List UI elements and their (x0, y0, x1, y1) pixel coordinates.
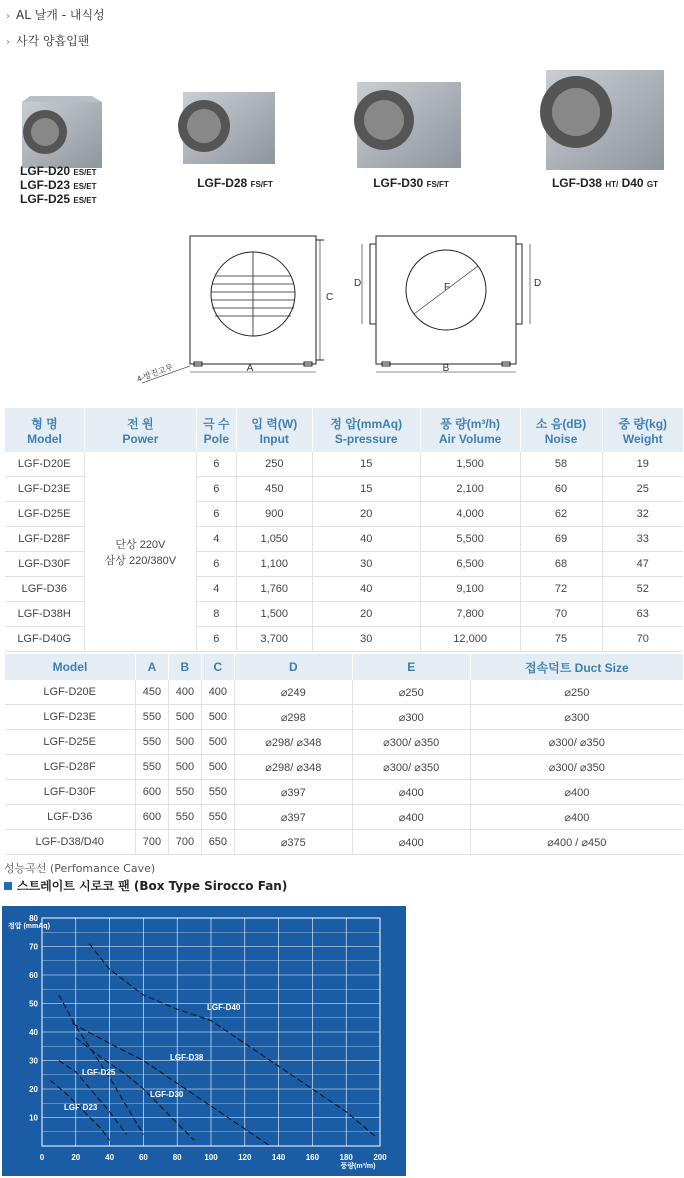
table-cell: 900 (236, 502, 312, 527)
table-cell: 40 (312, 527, 420, 552)
table-cell: 500 (201, 755, 234, 780)
table-cell: 550 (135, 705, 168, 730)
table-cell: 3,700 (236, 627, 312, 652)
table-cell: 19 (602, 452, 683, 477)
y-tick-label: 10 (29, 1113, 38, 1123)
table-cell: 62 (520, 502, 602, 527)
heading-material: › AL 날개 - 내식성 (6, 8, 105, 22)
table-cell: LGF-D20E (5, 680, 136, 705)
y-tick-label: 30 (29, 1056, 38, 1066)
dim-header-c: C (201, 654, 234, 680)
table-cell: 30 (312, 552, 420, 577)
table-cell: 400 (201, 680, 234, 705)
table-cell: ⌀250 (352, 680, 470, 705)
series-label-lgf-d23: LGF-D23 (64, 1103, 98, 1112)
performance-caption: 성능곡선 (Perfomance Cave) (4, 862, 156, 875)
product-image-d38 (540, 70, 664, 170)
svg-text:F: F (444, 282, 451, 293)
x-tick-label: 140 (271, 1153, 286, 1162)
table-cell: 5,500 (420, 527, 520, 552)
table-cell: 550 (201, 780, 234, 805)
table-cell: LGF-D28F (5, 755, 136, 780)
table-cell: 20 (312, 602, 420, 627)
y-tick-label: 80 (29, 914, 38, 923)
table-cell: ⌀250 (470, 680, 683, 705)
table-cell: ⌀375 (234, 830, 352, 855)
table-cell: 600 (135, 805, 168, 830)
dim-header-a: A (135, 654, 168, 680)
power-cell: 단상 220V 삼상 220/380V (84, 452, 196, 652)
table-cell: 6 (196, 477, 236, 502)
x-tick-label: 60 (138, 1153, 148, 1162)
table-cell: ⌀397 (234, 805, 352, 830)
table-cell: 68 (520, 552, 602, 577)
table-cell: 2,100 (420, 477, 520, 502)
table-cell: ⌀300/ ⌀350 (470, 755, 683, 780)
table-cell: 4 (196, 577, 236, 602)
table-row (5, 730, 684, 755)
performance-chart (2, 906, 406, 1176)
spec-header-model: 형 명 Model (5, 408, 85, 452)
product-image-d20 (22, 96, 102, 168)
table-cell: 69 (520, 527, 602, 552)
table-cell: 1,760 (236, 577, 312, 602)
y-tick-label: 40 (29, 1028, 38, 1037)
square-bullet-icon (4, 882, 12, 890)
x-tick-label: 200 (373, 1153, 387, 1162)
table-cell: ⌀400 (352, 830, 470, 855)
spec-header-weight: 중 량(kg) Weight (602, 408, 683, 452)
table-cell: 400 (168, 680, 201, 705)
table-cell: LGF-D23E (5, 705, 136, 730)
heading-type: › 사각 양흡입팬 (6, 34, 90, 48)
table-cell: 600 (135, 780, 168, 805)
dim-header-model: Model (5, 654, 136, 680)
product-label-d30: LGF-D30 FS/FT (373, 176, 449, 190)
table-cell: 700 (168, 830, 201, 855)
table-cell: 6,500 (420, 552, 520, 577)
table-cell: LGF-D25E (5, 730, 136, 755)
table-cell: 650 (201, 830, 234, 855)
spec-table (4, 408, 683, 652)
svg-text:D: D (534, 278, 542, 289)
x-tick-label: 160 (305, 1153, 320, 1162)
table-cell: LGF-D38/D40 (5, 830, 136, 855)
table-cell: 63 (602, 602, 683, 627)
table-cell: ⌀300/ ⌀350 (352, 755, 470, 780)
svg-text:B: B (442, 363, 450, 374)
spec-header-airvolume: 풍 량(m³/h) Air Volume (420, 408, 520, 452)
table-cell: LGF-D25E (5, 502, 85, 527)
table-cell: 8 (196, 602, 236, 627)
table-cell: 1,500 (236, 602, 312, 627)
table-cell: 60 (520, 477, 602, 502)
table-cell: LGF-D36 (5, 805, 136, 830)
table-row (5, 452, 684, 477)
dim-header-d: D (234, 654, 352, 680)
table-cell: ⌀400 / ⌀450 (470, 830, 683, 855)
table-cell: 6 (196, 452, 236, 477)
table-cell: ⌀300/ ⌀350 (470, 730, 683, 755)
spec-header-power: 전 원 Power (84, 408, 196, 452)
product-photos (0, 60, 684, 170)
product-image-d28 (178, 92, 275, 164)
table-row (5, 780, 684, 805)
table-cell: 550 (135, 730, 168, 755)
table-cell: 58 (520, 452, 602, 477)
table-cell: 700 (135, 830, 168, 855)
dimension-table (4, 654, 683, 855)
spec-header-input: 입 력(W) Input (236, 408, 312, 452)
x-tick-label: 20 (71, 1153, 81, 1162)
table-row (5, 755, 684, 780)
table-cell: LGF-D28F (5, 527, 85, 552)
x-tick-label: 180 (339, 1153, 353, 1162)
table-cell: 1,100 (236, 552, 312, 577)
series-label-lgf-d40: LGF-D40 (207, 1003, 241, 1012)
dimension-drawing (130, 228, 550, 388)
product-image-d30 (354, 82, 461, 168)
table-cell: 550 (168, 805, 201, 830)
svg-text:D: D (354, 278, 362, 289)
y-tick-label: 20 (29, 1085, 38, 1094)
table-cell: 20 (312, 502, 420, 527)
table-cell: 6 (196, 502, 236, 527)
dim-header-b: B (168, 654, 201, 680)
table-cell: 9,100 (420, 577, 520, 602)
table-cell: 550 (168, 780, 201, 805)
table-cell: 450 (135, 680, 168, 705)
table-cell: 15 (312, 452, 420, 477)
table-cell: 30 (312, 627, 420, 652)
table-cell: 6 (196, 627, 236, 652)
performance-title: 스트레이트 시로코 팬 (Box Type Sirocco Fan) (4, 877, 287, 894)
table-cell: 12,000 (420, 627, 520, 652)
table-cell: 7,800 (420, 602, 520, 627)
table-cell: 4,000 (420, 502, 520, 527)
table-cell: 450 (236, 477, 312, 502)
product-label-d20: LGF-D20 ES/ET LGF-D23 ES/ET LGF-D25 ES/ET (20, 164, 97, 206)
table-cell: LGF-D20E (5, 452, 85, 477)
table-row (5, 805, 684, 830)
y-tick-label: 70 (29, 942, 38, 952)
table-cell: 75 (520, 627, 602, 652)
product-label-d38-d40: LGF-D38 HT/ D40 GT (551, 176, 659, 190)
table-cell: 15 (312, 477, 420, 502)
y-tick-label: 60 (29, 971, 38, 980)
table-cell: ⌀400 (470, 805, 683, 830)
table-cell: ⌀400 (470, 780, 683, 805)
table-cell: 6 (196, 552, 236, 577)
series-label-lgf-d38: LGF-D38 (170, 1053, 204, 1062)
table-cell: 500 (201, 705, 234, 730)
x-axis-label: 풍량(m³/m) (340, 1163, 376, 1170)
svg-text:A: A (246, 363, 254, 374)
table-cell: 250 (236, 452, 312, 477)
table-cell: ⌀300 (470, 705, 683, 730)
y-tick-label: 50 (29, 999, 38, 1009)
table-cell: LGF-D30F (5, 780, 136, 805)
table-cell: 550 (201, 805, 234, 830)
y-axis-label: 정압 (mmAq) (8, 923, 50, 930)
table-cell: 70 (520, 602, 602, 627)
table-cell: 72 (520, 577, 602, 602)
series-label-lgf-d25: LGF-D25 (82, 1068, 116, 1077)
product-label-d28: LGF-D28 FS/FT (197, 176, 273, 190)
table-cell: 70 (602, 627, 683, 652)
table-cell: 500 (168, 705, 201, 730)
x-tick-label: 0 (39, 1153, 45, 1162)
table-cell: ⌀400 (352, 805, 470, 830)
spec-header-pole: 극 수 Pole (196, 408, 236, 452)
dim-header-e: E (352, 654, 470, 680)
table-cell: 500 (201, 730, 234, 755)
spec-header-noise: 소 음(dB) Noise (520, 408, 602, 452)
table-cell: ⌀249 (234, 680, 352, 705)
table-row (5, 680, 684, 705)
table-cell: 52 (602, 577, 683, 602)
table-cell: LGF-D23E (5, 477, 85, 502)
table-cell: 1,500 (420, 452, 520, 477)
svg-text:C: C (326, 292, 334, 303)
table-cell: LGF-D30F (5, 552, 85, 577)
table-cell: 47 (602, 552, 683, 577)
svg-text:4-방진고무: 4-방진고무 (135, 362, 175, 384)
table-cell: 33 (602, 527, 683, 552)
table-cell: ⌀397 (234, 780, 352, 805)
table-cell: LGF-D40G (5, 627, 85, 652)
series-label-lgf-d30: LGF-D30 (150, 1090, 184, 1099)
table-cell: ⌀298 (234, 705, 352, 730)
x-tick-label: 120 (238, 1153, 252, 1162)
table-cell: LGF-D38H (5, 602, 85, 627)
table-cell: 550 (135, 755, 168, 780)
table-cell: ⌀400 (352, 780, 470, 805)
x-tick-label: 80 (172, 1153, 182, 1162)
table-cell: 500 (168, 755, 201, 780)
table-row (5, 705, 684, 730)
table-cell: 4 (196, 527, 236, 552)
table-cell: ⌀298/ ⌀348 (234, 730, 352, 755)
table-row (5, 830, 684, 855)
table-cell: 1,050 (236, 527, 312, 552)
table-cell: 32 (602, 502, 683, 527)
table-cell: 40 (312, 577, 420, 602)
x-tick-label: 100 (204, 1153, 218, 1162)
table-cell: 25 (602, 477, 683, 502)
dim-header-duct: 접속덕트 Duct Size (470, 654, 683, 680)
table-cell: LGF-D36 (5, 577, 85, 602)
table-cell: ⌀300/ ⌀350 (352, 730, 470, 755)
table-cell: 500 (168, 730, 201, 755)
x-tick-label: 40 (105, 1153, 115, 1162)
spec-header-pressure: 정 압(mmAq) S-pressure (312, 408, 420, 452)
table-cell: ⌀298/ ⌀348 (234, 755, 352, 780)
table-cell: ⌀300 (352, 705, 470, 730)
